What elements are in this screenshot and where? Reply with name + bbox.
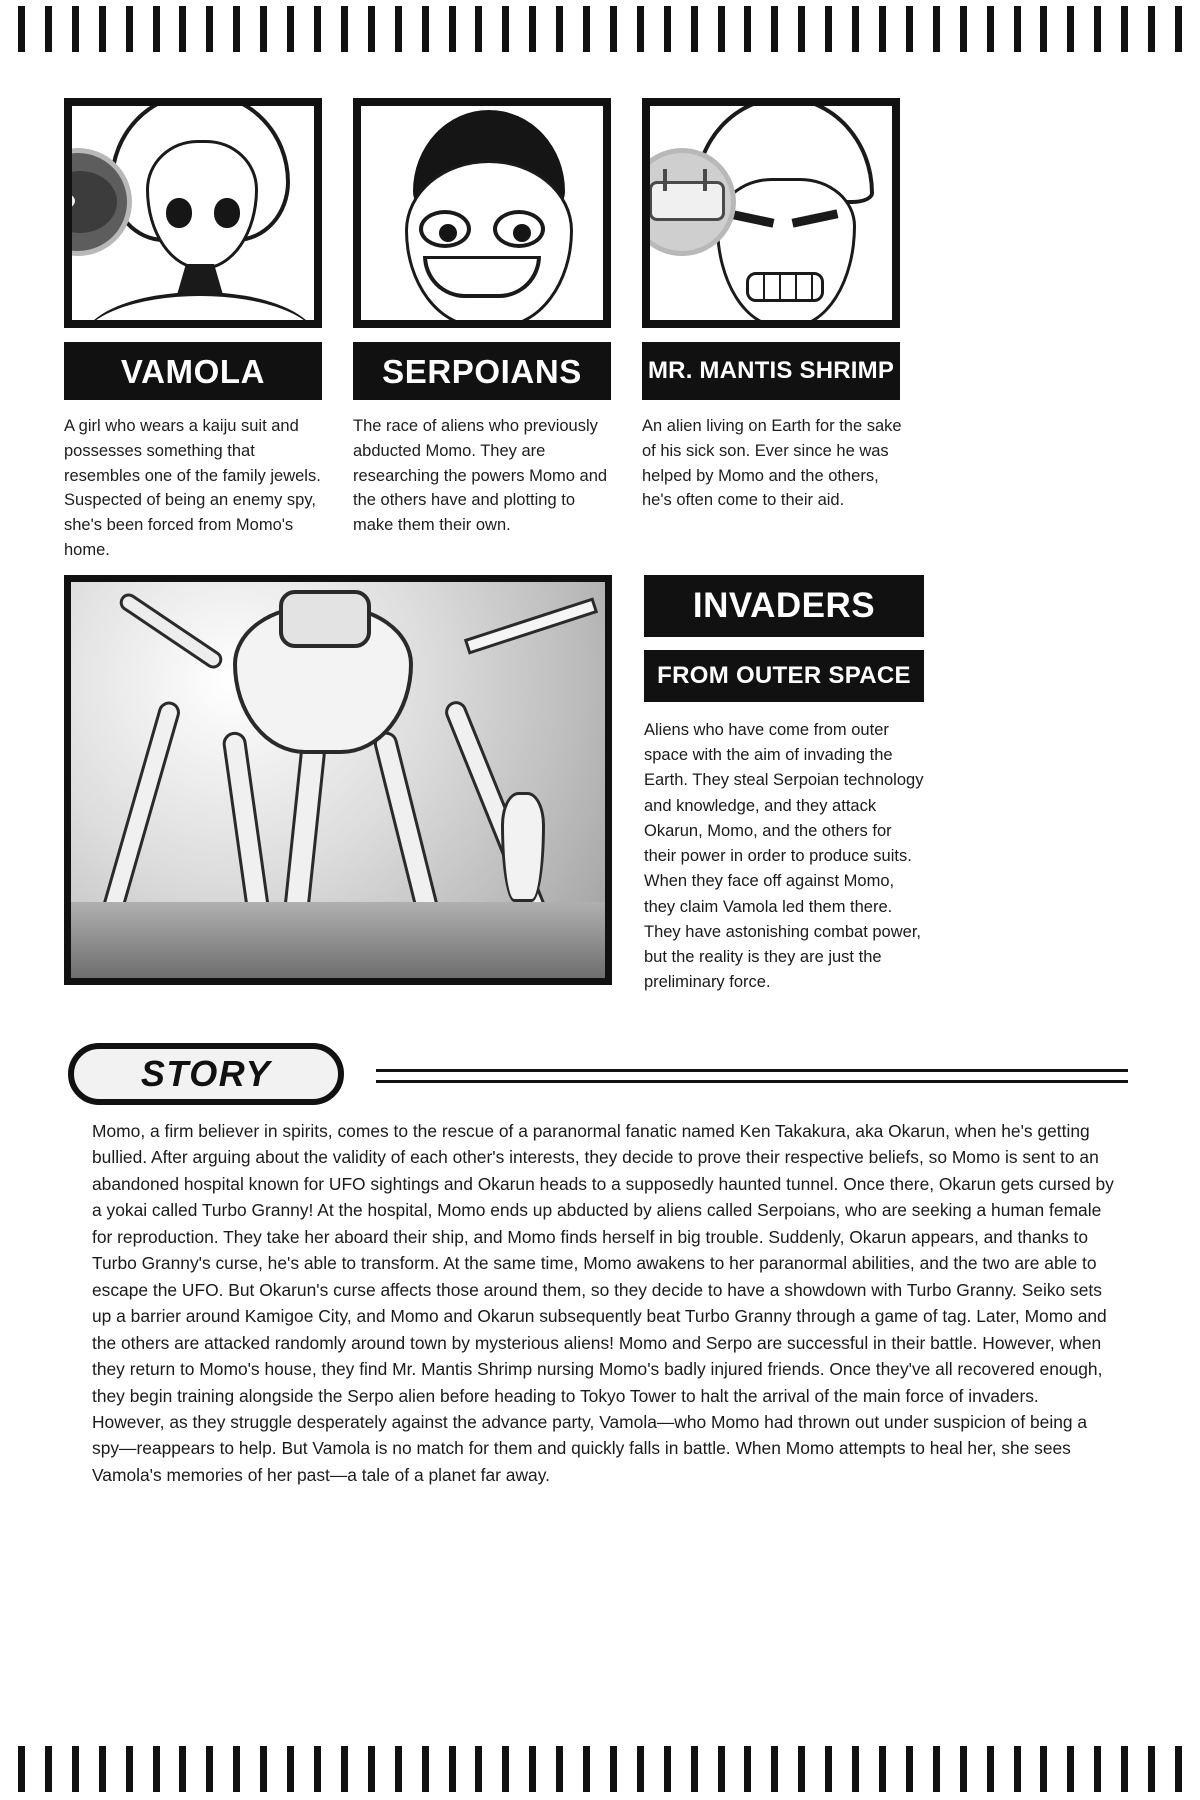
barcode-bar: [529, 6, 536, 52]
barcode-bar: [126, 1746, 133, 1792]
barcode-bar: [933, 6, 940, 52]
character-name-banner: [353, 342, 611, 400]
barcode-bar: [18, 1746, 25, 1792]
character-card-mantis-shrimp: [642, 98, 900, 563]
barcode-bar: [825, 1746, 832, 1792]
barcode-bar: [1067, 1746, 1074, 1792]
barcode-bar: [233, 1746, 240, 1792]
barcode-bar: [825, 6, 832, 52]
barcode-bar: [556, 6, 563, 52]
barcode-bar: [502, 6, 509, 52]
barcode-bar: [556, 1746, 563, 1792]
vamola-portrait: [64, 98, 322, 328]
barcode-bar: [718, 1746, 725, 1792]
barcode-bar: [1148, 6, 1155, 52]
barcode-bar: [475, 1746, 482, 1792]
character-cards-row: [64, 98, 1124, 563]
character-card-vamola: [64, 98, 322, 563]
barcode-bar: [449, 1746, 456, 1792]
barcode-bar: [287, 6, 294, 52]
barcode-bar: [691, 1746, 698, 1792]
barcode-bar: [502, 1746, 509, 1792]
barcode-bar: [287, 1746, 294, 1792]
invaders-feature-block: [64, 575, 1124, 996]
barcode-bar: [72, 1746, 79, 1792]
barcode-bar: [260, 6, 267, 52]
barcode-bar: [153, 6, 160, 52]
character-name: VAMOLA: [120, 352, 266, 390]
barcode-bar: [1094, 6, 1101, 52]
barcode-bar: [45, 6, 52, 52]
character-description: A girl who wears a kaiju suit and possesses something that resembles one of the family jewels. Suspected of being an enemy spy, she's been forced from Momo's home.: [64, 417, 321, 559]
barcode-bar: [179, 1746, 186, 1792]
barcode-bar: [664, 6, 671, 52]
barcode-bar: [1094, 1746, 1101, 1792]
barcode-bar: [610, 6, 617, 52]
barcode-bar: [583, 1746, 590, 1792]
barcode-bar: [1148, 1746, 1155, 1792]
story-body-text: Momo, a firm believer in spirits, comes to the rescue of a paranormal fanatic named Ken Takakura, aka Okarun, when he's getting bullied. After arguing about the validity of each other's interests, they decide to prove their respective beliefs, so Momo is sent to an abandoned hospital known for UFO sightings and Okarun heads to a supposedly haunted tunnel. Once there, Okarun gets cursed by a yokai called Turbo Granny! At the hospital, Momo ends up abducted by aliens called Serpoians, who are seeking a human female for reproduction. They take her aboard their ship, and Momo finds herself in big trouble. Suddenly, Okarun appears, and thanks to Turbo Granny's curse, he's able to transform. At the same time, Momo awakens to her paranormal abilities, and the two are able to escape the UFO. But Okarun's curse affects those around them, so they decide to have a showdown with Turbo Granny. Seiko sets up a barrier around Kamigoe City, and Momo and Okarun subsequently beat Turbo Granny through a game of tag. Later, Momo and the others are attacked randomly around town by mysterious aliens! Momo and Serpo are successful in their battle. However, when they return to Momo's house, they find Mr. Mantis Shrimp nursing Momo's badly injured friends. Once they've all recovered enough, they begin training alongside the Serpo alien before heading to Tokyo Tower to halt the arrival of the main force of invaders. However, as they struggle desperately against the advance party, Vamola—who Momo had thrown out under suspicion of being a spy—reappears to help. But Vamola is no match for them and quickly falls in battle. When Momo attempts to heal her, she sees Vamola's memories of her past—a tale of a planet far away.: [92, 1121, 1114, 1485]
barcode-bar: [1175, 1746, 1182, 1792]
barcode-bar: [395, 6, 402, 52]
character-name: SERPOIANS: [382, 352, 582, 390]
barcode-bar: [771, 1746, 778, 1792]
barcode-bar: [879, 1746, 886, 1792]
barcode-bar: [852, 6, 859, 52]
barcode-bar: [153, 1746, 160, 1792]
invader-mecha-art: [64, 575, 612, 985]
serpoian-portrait-art: [361, 106, 603, 320]
barcode-bar: [395, 1746, 402, 1792]
barcode-bar: [906, 6, 913, 52]
barcode-bar: [99, 1746, 106, 1792]
barcode-bar: [314, 6, 321, 52]
barcode-bar: [906, 1746, 913, 1792]
barcode-bar: [852, 1746, 859, 1792]
barcode-bar: [341, 6, 348, 52]
barcode-bar: [744, 1746, 751, 1792]
barcode-bar: [1121, 1746, 1128, 1792]
serpoian-portrait: [353, 98, 611, 328]
barcode-bar: [45, 1746, 52, 1792]
barcode-bar: [206, 6, 213, 52]
invaders-description: Aliens who have come from outer space with the aim of invading the Earth. They steal Serpoian technology and knowledge, and they attack Okarun, Momo, and the others for their power in order to produce suits. When they face off against Momo, they claim Vamola led them there. They have astonishing combat power, but the reality is they are just the preliminary force.: [644, 721, 924, 992]
barcode-bar: [960, 6, 967, 52]
barcode-bar: [637, 6, 644, 52]
story-title-pill: [68, 1043, 344, 1105]
barcode-bar: [179, 6, 186, 52]
barcode-bar: [987, 6, 994, 52]
barcode-bar: [475, 6, 482, 52]
barcode-bar: [341, 1746, 348, 1792]
barcode-bar: [664, 1746, 671, 1792]
divider-rule: [376, 1069, 1128, 1072]
barcode-bar: [637, 1746, 644, 1792]
barcode-bar: [960, 1746, 967, 1792]
character-description: An alien living on Earth for the sake of his sick son. Ever since he was helped by Momo and the others, he's often come to their aid.: [642, 417, 902, 510]
character-name-banner: [64, 342, 322, 400]
barcode-bar: [1014, 6, 1021, 52]
barcode-bar: [1175, 6, 1182, 52]
barcode-bar: [314, 1746, 321, 1792]
barcode-bar: [72, 6, 79, 52]
invaders-title: INVADERS: [692, 586, 876, 625]
barcode-bar: [610, 1746, 617, 1792]
barcode-bar: [987, 1746, 994, 1792]
barcode-bar: [798, 6, 805, 52]
invaders-title-banner: [644, 575, 924, 637]
barcode-bar: [206, 1746, 213, 1792]
barcode-bar: [933, 1746, 940, 1792]
story-header: [68, 1043, 1128, 1105]
barcode-bar: [1067, 6, 1074, 52]
barcode-bar: [718, 6, 725, 52]
barcode-bar: [126, 6, 133, 52]
barcode-bar: [260, 1746, 267, 1792]
barcode-bar: [879, 6, 886, 52]
barcode-bar: [1121, 6, 1128, 52]
story-divider-rules: [376, 1065, 1128, 1083]
barcode-bar: [422, 1746, 429, 1792]
invaders-subtitle-banner: [644, 650, 924, 702]
character-card-serpoians: [353, 98, 611, 563]
mantis-shrimp-portrait: [642, 98, 900, 328]
barcode-bar: [368, 1746, 375, 1792]
invaders-subtitle: FROM OUTER SPACE: [657, 662, 911, 689]
barcode-bar: [1040, 1746, 1047, 1792]
character-name: MR. MANTIS SHRIMP: [647, 357, 895, 384]
barcode-bar: [1040, 6, 1047, 52]
story-title: STORY: [140, 1053, 272, 1094]
barcode-bar: [744, 6, 751, 52]
barcode-bar: [422, 6, 429, 52]
barcode-bar: [691, 6, 698, 52]
barcode-bar: [233, 6, 240, 52]
barcode-bar: [99, 6, 106, 52]
barcode-bar: [529, 1746, 536, 1792]
barcode-bar: [368, 6, 375, 52]
barcode-bar: [771, 6, 778, 52]
barcode-bar: [449, 6, 456, 52]
barcode-bar: [798, 1746, 805, 1792]
character-name-banner: [642, 342, 900, 400]
barcode-bar: [1014, 1746, 1021, 1792]
invaders-text-side: [644, 575, 924, 996]
character-description: The race of aliens who previously abducted Momo. They are researching the powers Momo and the others have and plotting to make them their own.: [353, 417, 608, 534]
barcode-border-top: [0, 6, 1200, 52]
divider-rule: [376, 1080, 1128, 1083]
barcode-border-bottom: [0, 1746, 1200, 1792]
barcode-bar: [18, 6, 25, 52]
barcode-bar: [583, 6, 590, 52]
